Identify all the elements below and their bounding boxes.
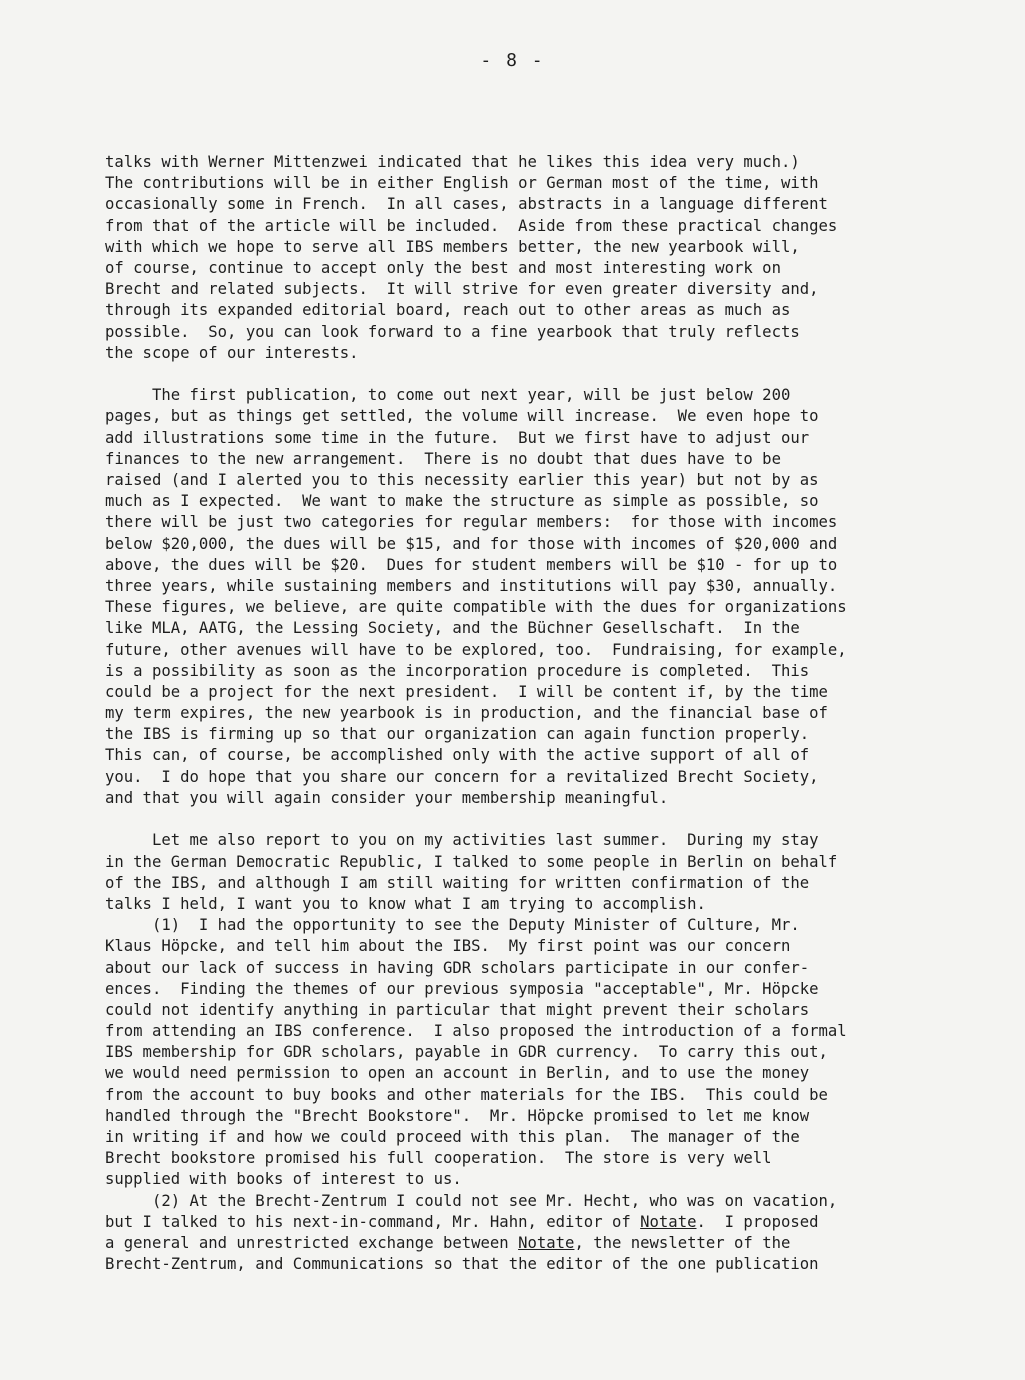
text-line: could be a project for the next president. I will be content if, by the time bbox=[105, 682, 828, 701]
text-line: my term expires, the new yearbook is in production, and the financial base of bbox=[105, 704, 828, 723]
text-line: the IBS is firming up so that our organization can again function properly. bbox=[105, 725, 810, 744]
page-number: - 8 - bbox=[480, 50, 545, 71]
text-line: Brecht-Zentrum, and Communications so that the editor of the one publication bbox=[105, 1255, 819, 1274]
paragraph-dues bbox=[105, 385, 955, 809]
paragraph-gap bbox=[105, 364, 955, 385]
text-line: from attending an IBS conference. I also proposed the introduction of a formal bbox=[105, 1022, 847, 1041]
text-line: Let me also report to you on my activities last summer. During my stay bbox=[105, 831, 819, 850]
text-line: raised (and I alerted you to this necessity earlier this year) but not by as bbox=[105, 471, 819, 490]
text-line: like MLA, AATG, the Lessing Society, and the Büchner Gesellschaft. In the bbox=[105, 619, 800, 638]
text-line: much as I expected. We want to make the structure as simple as possible, so bbox=[105, 492, 819, 511]
text-line: is a possibility as soon as the incorporation procedure is completed. This bbox=[105, 661, 810, 680]
text-line: from that of the article will be included. Aside from these practical changes bbox=[105, 216, 838, 235]
text-line: Brecht and related subjects. It will strive for even greater diversity and, bbox=[105, 280, 819, 299]
text-line: you. I do hope that you share our concern for a revitalized Brecht Society, bbox=[105, 767, 819, 786]
text-line: a general and unrestricted exchange between Notate, the newsletter of the bbox=[105, 1233, 791, 1252]
text-line: talks with Werner Mittenzwei indicated that he likes this idea very much.) bbox=[105, 153, 800, 171]
text-line: about our lack of success in having GDR scholars participate in our confer- bbox=[105, 958, 810, 977]
text-line: (1) I had the opportunity to see the Deputy Minister of Culture, Mr. bbox=[105, 916, 800, 935]
text-line: pages, but as things get settled, the volume will increase. We even hope to bbox=[105, 407, 819, 426]
paragraph-yearbook-contributions bbox=[105, 152, 955, 364]
text-line: These figures, we believe, are quite compatible with the dues for organizations bbox=[105, 598, 847, 617]
paragraph-summer-report bbox=[105, 830, 955, 1275]
text-line: and that you will again consider your membership meaningful. bbox=[105, 788, 669, 807]
text-line: Brecht bookstore promised his full cooperation. The store is very well bbox=[105, 1149, 772, 1168]
text-line: add illustrations some time in the future. But we first have to adjust our bbox=[105, 428, 810, 447]
text-line: could not identify anything in particular that might prevent their scholars bbox=[105, 1000, 810, 1019]
paragraph-gap bbox=[105, 809, 955, 830]
text-line: of course, continue to accept only the best and most interesting work on bbox=[105, 258, 781, 277]
text-line: occasionally some in French. In all cases, abstracts in a language different bbox=[105, 195, 828, 214]
text-line: we would need permission to open an account in Berlin, and to use the money bbox=[105, 1064, 810, 1083]
text-line: the scope of our interests. bbox=[105, 343, 359, 362]
text-line: with which we hope to serve all IBS members better, the new yearbook will, bbox=[105, 237, 800, 256]
text-line: below $20,000, the dues will be $15, and for those with incomes of $20,000 and bbox=[105, 534, 838, 553]
text-line: in writing if and how we could proceed with this plan. The manager of the bbox=[105, 1128, 800, 1147]
text-line: Klaus Höpcke, and tell him about the IBS. My first point was our concern bbox=[105, 937, 791, 956]
text-line: of the IBS, and although I am still waiting for written confirmation of the bbox=[105, 873, 810, 892]
text-line: through its expanded editorial board, reach out to other areas as much as bbox=[105, 301, 791, 320]
text-line: The first publication, to come out next year, will be just below 200 bbox=[105, 386, 791, 405]
text-line: above, the dues will be $20. Dues for student members will be $10 - for up to bbox=[105, 555, 838, 574]
text-line: finances to the new arrangement. There is no doubt that dues have to be bbox=[105, 449, 781, 468]
text-line: IBS membership for GDR scholars, payable in GDR currency. To carry this out, bbox=[105, 1043, 828, 1062]
publication-title: Notate bbox=[640, 1212, 697, 1231]
text-line: The contributions will be in either English or German most of the time, with bbox=[105, 174, 819, 193]
text-line: in the German Democratic Republic, I talked to some people in Berlin on behalf bbox=[105, 852, 838, 871]
text-line: ences. Finding the themes of our previous symposia "acceptable", Mr. Höpcke bbox=[105, 979, 819, 998]
publication-title: Notate bbox=[518, 1233, 575, 1252]
text-line: future, other avenues will have to be explored, too. Fundraising, for example, bbox=[105, 640, 847, 659]
text-line: there will be just two categories for regular members: for those with incomes bbox=[105, 513, 838, 532]
text-line: talks I held, I want you to know what I am trying to accomplish. bbox=[105, 894, 706, 913]
text-line: (2) At the Brecht-Zentrum I could not see Mr. Hecht, who was on vacation, bbox=[105, 1191, 838, 1210]
text-line: This can, of course, be accomplished only with the active support of all of bbox=[105, 746, 810, 765]
body-text bbox=[105, 152, 955, 1275]
text-line: but I talked to his next-in-command, Mr. Hahn, editor of Notate. I proposed bbox=[105, 1212, 819, 1231]
text-line: three years, while sustaining members and institutions will pay $30, annually. bbox=[105, 576, 838, 595]
text-line: supplied with books of interest to us. bbox=[105, 1170, 462, 1189]
text-line: possible. So, you can look forward to a fine yearbook that truly reflects bbox=[105, 322, 800, 341]
text-line: from the account to buy books and other materials for the IBS. This could be bbox=[105, 1085, 828, 1104]
text-line: handled through the "Brecht Bookstore". Mr. Höpcke promised to let me know bbox=[105, 1106, 810, 1125]
